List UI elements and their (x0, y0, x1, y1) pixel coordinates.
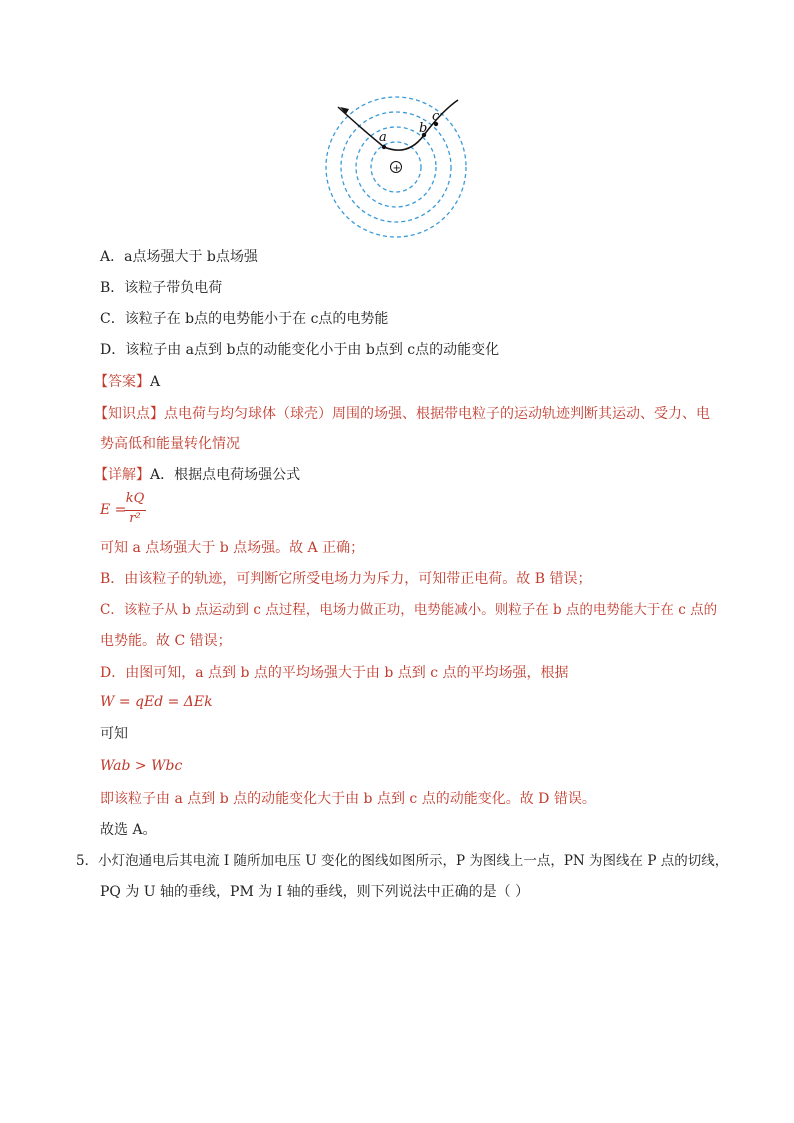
detail-tag: 【详解】 (94, 467, 150, 483)
label-a: a (379, 130, 387, 145)
question5-line-1: 5．小灯泡通电后其电流 I 随所加电压 U 变化的图线如图所示，P 为图线上一点，PN 为图线在 P 点的切线， (76, 853, 729, 869)
detail-intro: A．根据点电荷场强公式 (150, 467, 301, 483)
knowledge-text-1: 点电荷与均匀球体（球壳）周围的场强、根据带电粒子的运动轨迹判断其运动、受力、电 (164, 406, 710, 422)
kezhi-text: 可知 (100, 726, 128, 742)
formula-e-lhs: E = (100, 502, 127, 518)
option-b: B．该粒子带负电荷 (100, 280, 223, 296)
detail-line-d2: 即该粒子由 a 点到 b 点的动能变化大于由 b 点到 c 点的动能变化。故 D 错误。 (100, 791, 596, 807)
field-diagram (318, 95, 478, 240)
label-c: c (432, 109, 440, 124)
final-choice: 故选 A。 (100, 822, 157, 838)
detail-intro-line (94, 465, 300, 485)
formula-e-denominator: r² (129, 511, 141, 526)
answer-line (94, 372, 160, 392)
detail-line-c2: 电势能。故 C 错误； (100, 633, 232, 649)
formula-e-numerator: kQ (125, 491, 145, 506)
option-a: A．a点场强大于 b点场强 (100, 249, 258, 265)
charge-sign: + (392, 163, 401, 174)
formula-wab-wbc: Wab > Wbc (100, 758, 183, 774)
label-b: b (419, 121, 428, 136)
detail-line-a: 可知 a 点场强大于 b 点场强。故 A 正确； (100, 540, 365, 556)
option-c: C．该粒子在 b点的电势能小于在 c点的电势能 (100, 311, 389, 327)
answer-value: A (150, 374, 161, 390)
knowledge-tag: 【知识点】 (94, 406, 164, 422)
formula-w: W = qEd = ΔEk (100, 694, 213, 710)
detail-line-b: B．由该粒子的轨迹，可判断它所受电场力为斥力，可知带正电荷。故 B 错误； (100, 571, 592, 587)
detail-line-c1: C．该粒子从 b 点运动到 c 点过程，电场力做正功，电势能减小。则粒子在 b 点的电势能大于在 c 点的 (100, 602, 718, 618)
knowledge-line-1 (94, 404, 710, 424)
detail-line-d1: D．由图可知，a 点到 b 点的平均场强大于由 b 点到 c 点的平均场强，根据 (100, 665, 569, 681)
formula-e-fraction (124, 490, 146, 530)
knowledge-line-2: 势高低和能量转化情况 (100, 436, 240, 452)
answer-tag: 【答案】 (94, 374, 150, 390)
option-d: D．该粒子由 a点到 b点的动能变化小于由 b点到 c点的动能变化 (100, 342, 500, 358)
question5-line-2: PQ 为 U 轴的垂线，PM 为 I 轴的垂线，则下列说法中正确的是（ ） (100, 884, 530, 900)
point-a-dot (382, 145, 386, 149)
